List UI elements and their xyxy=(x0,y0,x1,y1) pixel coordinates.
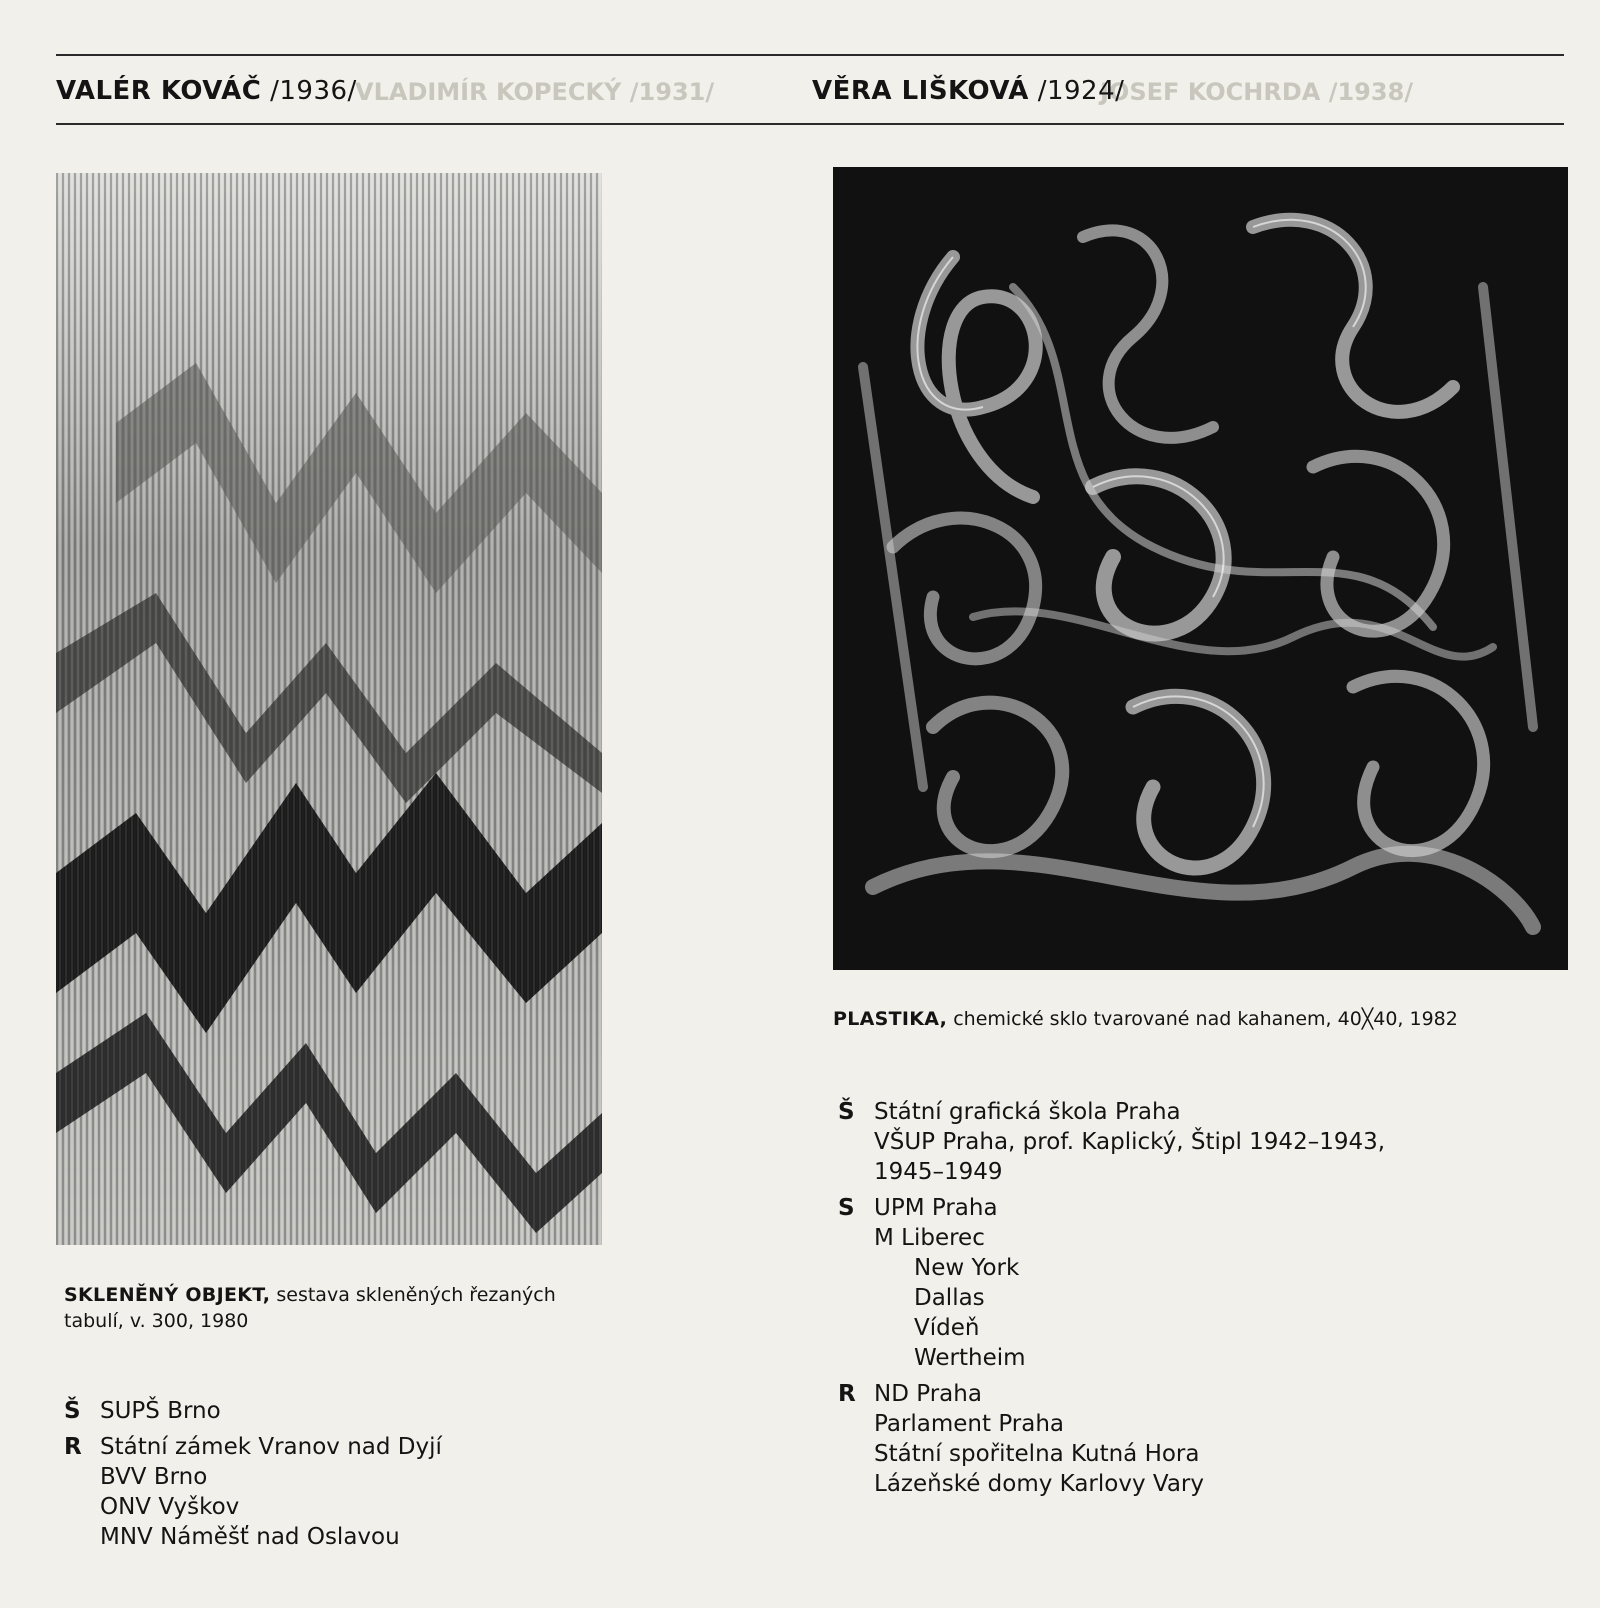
right-realization-line: ND Praha xyxy=(874,1381,982,1407)
left-realizations-key: R xyxy=(64,1434,82,1460)
left-caption-title: SKLENĚNÝ OBJEKT, xyxy=(64,1284,271,1306)
left-realization-line: Státní zámek Vranov nad Dyjí xyxy=(100,1434,442,1460)
right-artist-years: /1924/ xyxy=(1037,76,1125,106)
right-realization-line: Státní spořitelna Kutná Hora xyxy=(874,1441,1200,1467)
left-caption-line2: tabulí, v. 300, 1980 xyxy=(64,1309,249,1332)
left-realization-line: ONV Vyškov xyxy=(100,1494,240,1520)
right-artist-name: VĚRA LIŠKOVÁ xyxy=(812,76,1029,106)
right-realizations-row xyxy=(838,1379,1385,1499)
glass-sculpture-photo xyxy=(833,167,1568,970)
right-school-row xyxy=(838,1097,1385,1187)
left-realization-line: MNV Náměšť nad Oslavou xyxy=(100,1524,400,1550)
right-school-line: 1945–1949 xyxy=(874,1159,1003,1185)
right-realization-line: Parlament Praha xyxy=(874,1411,1065,1437)
left-artist-name: VALÉR KOVÁČ xyxy=(56,76,262,106)
left-info-block xyxy=(64,1396,442,1558)
right-collection-line: New York xyxy=(914,1255,1020,1281)
left-realization-line: BVV Brno xyxy=(100,1464,208,1490)
right-school-line: Státní grafická škola Praha xyxy=(874,1099,1181,1125)
left-caption-text: sestava skleněných řezaných xyxy=(276,1284,556,1306)
right-school-key: Š xyxy=(838,1099,855,1125)
right-collection-line: Wertheim xyxy=(914,1345,1026,1371)
right-caption-title: PLASTIKA, xyxy=(833,1008,948,1030)
left-school-key: Š xyxy=(64,1398,81,1424)
right-caption-text: chemické sklo tvarované nad kahanem, 40╳40, 1982 xyxy=(953,1008,1458,1030)
header-rule xyxy=(56,123,1564,125)
right-realization-line: Lázeňské domy Karlovy Vary xyxy=(874,1471,1204,1497)
left-photo-caption xyxy=(64,1283,624,1334)
showthrough-right-header: JOSEF KOCHRDA /1938/ xyxy=(1100,78,1414,106)
right-school-line: VŠUP Praha, prof. Kaplický, Štipl 1942–1943, xyxy=(874,1129,1386,1155)
right-artist-heading xyxy=(812,76,1124,106)
top-rule xyxy=(56,54,1564,56)
glass-object-photo xyxy=(56,173,602,1245)
right-collection-line: M Liberec xyxy=(874,1225,985,1251)
right-info-block xyxy=(838,1097,1385,1505)
right-collections-row xyxy=(838,1193,1385,1373)
left-artist-heading xyxy=(56,76,357,106)
left-realizations-row xyxy=(64,1432,442,1552)
showthrough-left-header: VLADIMÍR KOPECKÝ /1931/ xyxy=(355,78,715,106)
right-realizations-key: R xyxy=(838,1381,856,1407)
right-collection-line: Vídeň xyxy=(914,1315,980,1341)
right-photo-caption xyxy=(833,1007,1573,1033)
left-school-row xyxy=(64,1396,442,1426)
left-school-line: SUPŠ Brno xyxy=(100,1398,221,1424)
right-collections-key: S xyxy=(838,1195,855,1221)
right-collection-line: Dallas xyxy=(914,1285,985,1311)
left-artist-years: /1936/ xyxy=(270,76,357,106)
right-collection-line: UPM Praha xyxy=(874,1195,998,1221)
